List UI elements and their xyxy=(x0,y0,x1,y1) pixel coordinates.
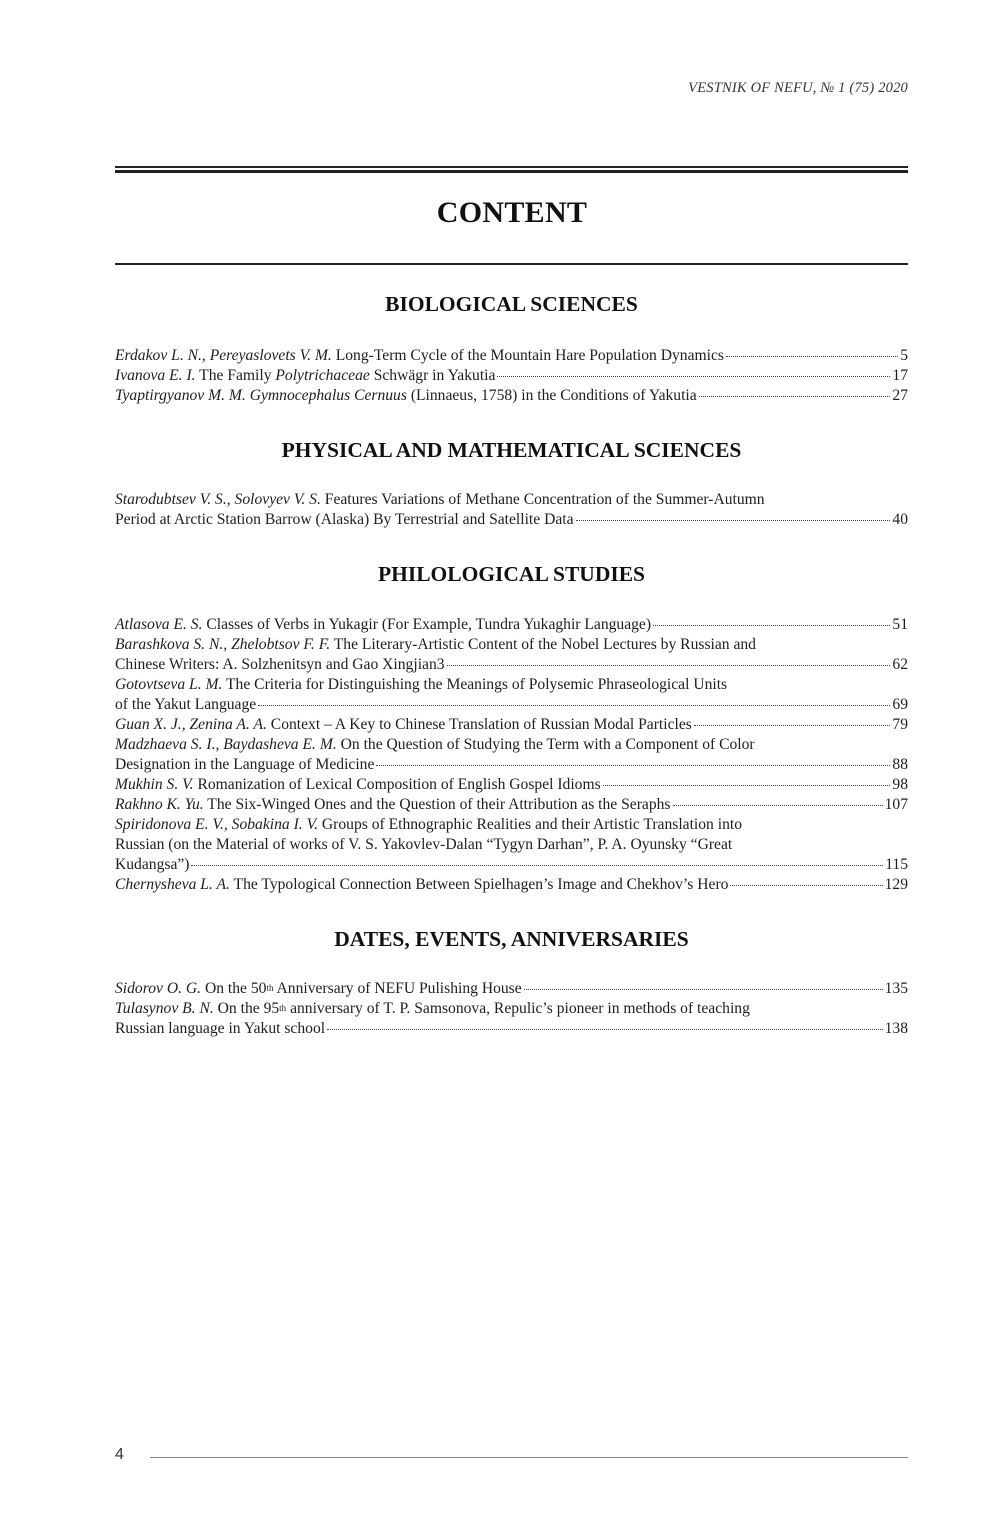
entry-title-cont: Designation in the Language of Medicine xyxy=(115,756,375,773)
entry-authors: Chernysheva L. A. xyxy=(115,876,230,893)
section-biological-entries xyxy=(115,346,908,406)
entry-page: 79 xyxy=(892,716,908,733)
section-heading-dates-events: DATES, EVENTS, ANNIVERSARIES xyxy=(334,927,689,951)
footer-rule xyxy=(150,1457,908,1458)
entry-title: The Typological Connection Between Spielhagen’s Image and Chekhov’s Hero xyxy=(233,876,729,893)
toc-entry[interactable] xyxy=(115,795,908,815)
entry-title: On the 95th anniversary of T. P. Samsonova, Repulic’s pioneer in methods of teaching xyxy=(217,1000,750,1017)
entry-title: Long-Term Cycle of the Mountain Hare Population Dynamics xyxy=(335,347,724,364)
entry-title-cont: Kudangsa”) xyxy=(115,856,190,873)
entry-page: 27 xyxy=(892,387,908,404)
entry-authors: Guan X. J., Zenina A. A. xyxy=(115,716,267,733)
section-philological-entries xyxy=(115,615,908,895)
entry-authors: Atlasova E. S. xyxy=(115,616,203,633)
entry-authors: Madzhaeva S. I., Baydasheva E. M. xyxy=(115,736,337,753)
dot-leader xyxy=(730,885,882,886)
toc-entry[interactable] xyxy=(115,490,908,530)
toc-entry[interactable] xyxy=(115,386,908,406)
entry-page: 115 xyxy=(885,856,908,873)
entry-authors: Rakhno K. Yu. xyxy=(115,796,204,813)
toc-entry[interactable] xyxy=(115,366,908,386)
entry-title-cont: Period at Arctic Station Barrow (Alaska) By Terrestrial and Satellite Data xyxy=(115,511,574,528)
entry-page: 129 xyxy=(884,876,908,893)
entry-title: The Literary-Artistic Content of the Nobel Lectures by Russian and xyxy=(333,636,756,653)
dot-leader xyxy=(576,520,891,521)
entry-title-cont: Chinese Writers: A. Solzhenitsyn and Gao Xingjian3 xyxy=(115,656,445,673)
toc-entry[interactable] xyxy=(115,875,908,895)
entry-authors: Ivanova E. I. xyxy=(115,367,196,384)
entry-authors: Gotovtseva L. M. xyxy=(115,676,223,693)
section-heading-philological: PHILOLOGICAL STUDIES xyxy=(377,562,646,586)
entry-page: 40 xyxy=(892,511,908,528)
entry-title: Gymnocephalus Cernuus (Linnaeus, 1758) in the Conditions of Yakutia xyxy=(249,387,697,404)
entry-title: Romanization of Lexical Composition of English Gospel Idioms xyxy=(197,776,601,793)
dot-leader xyxy=(191,865,883,866)
entry-authors: Erdakov L. N., Pereyaslovets V. M. xyxy=(115,347,332,364)
entry-page: 69 xyxy=(892,696,908,713)
dot-leader xyxy=(673,805,883,806)
dot-leader xyxy=(258,705,890,706)
entry-authors: Barashkova S. N., Zhelobtsov F. F. xyxy=(115,636,331,653)
entry-authors: Sidorov O. G. xyxy=(115,980,202,997)
toc-entry[interactable] xyxy=(115,346,908,366)
toc-entry[interactable] xyxy=(115,615,908,635)
entry-page: 98 xyxy=(892,776,908,793)
running-header: VESTNIK OF NEFU, № 1 (75) 2020 xyxy=(688,80,908,96)
toc-entry[interactable] xyxy=(115,735,908,775)
entry-title: On the Question of Studying the Term with a Component of Color xyxy=(340,736,755,753)
section-heading-biological: BIOLOGICAL SCIENCES xyxy=(385,292,638,316)
entry-title: The Family Polytrichaceae Schwägr in Yakutia xyxy=(199,367,496,384)
entry-authors: Mukhin S. V. xyxy=(115,776,194,793)
entry-title: On the 50th Anniversary of NEFU Pulishing House xyxy=(204,980,522,997)
entry-authors: Tyaptirgyanov M. M. xyxy=(115,387,246,404)
entry-page: 5 xyxy=(900,347,908,364)
entry-title: The Six-Winged Ones and the Question of their Attribution as the Seraphs xyxy=(207,796,671,813)
toc-entry[interactable] xyxy=(115,715,908,735)
dot-leader xyxy=(653,625,890,626)
entry-page: 62 xyxy=(892,656,908,673)
dot-leader xyxy=(497,376,890,377)
entry-page: 135 xyxy=(884,980,908,997)
dot-leader xyxy=(603,785,891,786)
entry-title: Groups of Ethnographic Realities and their Artistic Translation into xyxy=(321,816,743,833)
entry-page: 107 xyxy=(884,796,908,813)
section-heading-physical-math: PHYSICAL AND MATHEMATICAL SCIENCES xyxy=(281,438,742,462)
dot-leader xyxy=(447,665,891,666)
dot-leader xyxy=(327,1029,883,1030)
toc-entry[interactable] xyxy=(115,979,908,999)
entry-title-cont: Russian (on the Material of works of V. S. Yakovlev-Dalan “Tygyn Darhan”, P. A. Oyunsky “Great xyxy=(115,836,733,853)
entry-title-cont: of the Yakut Language xyxy=(115,696,257,713)
toc-entry[interactable] xyxy=(115,815,908,875)
entry-page: 51 xyxy=(892,616,908,633)
title-rule xyxy=(115,263,908,265)
section-dates-events-entries xyxy=(115,979,908,1039)
entry-title: The Criteria for Distinguishing the Meanings of Polysemic Phraseological Units xyxy=(226,676,728,693)
toc-entry[interactable] xyxy=(115,999,908,1039)
entry-authors: Spiridonova E. V., Sobakina I. V. xyxy=(115,816,318,833)
entry-title-cont: Russian language in Yakut school xyxy=(115,1020,326,1037)
dot-leader xyxy=(694,725,891,726)
entry-title: Classes of Verbs in Yukagir (For Example, Tundra Yukaghir Language) xyxy=(206,616,652,633)
dot-leader xyxy=(524,989,883,990)
toc-entry[interactable] xyxy=(115,635,908,675)
page-number: 4 xyxy=(115,1446,124,1463)
top-double-rule xyxy=(115,166,908,173)
toc-entry[interactable] xyxy=(115,675,908,715)
entry-page: 17 xyxy=(892,367,908,384)
toc-entry[interactable] xyxy=(115,775,908,795)
dot-leader xyxy=(699,396,891,397)
section-physical-math-entries xyxy=(115,490,908,530)
entry-authors: Tulasynov B. N. xyxy=(115,1000,214,1017)
entry-title: Features Variations of Methane Concentration of the Summer-Autumn xyxy=(324,491,765,508)
dot-leader xyxy=(726,356,898,357)
entry-title: Context – A Key to Chinese Translation of Russian Modal Particles xyxy=(270,716,692,733)
dot-leader xyxy=(376,765,890,766)
entry-authors: Starodubtsev V. S., Solovyev V. S. xyxy=(115,491,321,508)
page-title: CONTENT xyxy=(436,196,588,229)
entry-page: 138 xyxy=(884,1020,908,1037)
entry-page: 88 xyxy=(892,756,908,773)
